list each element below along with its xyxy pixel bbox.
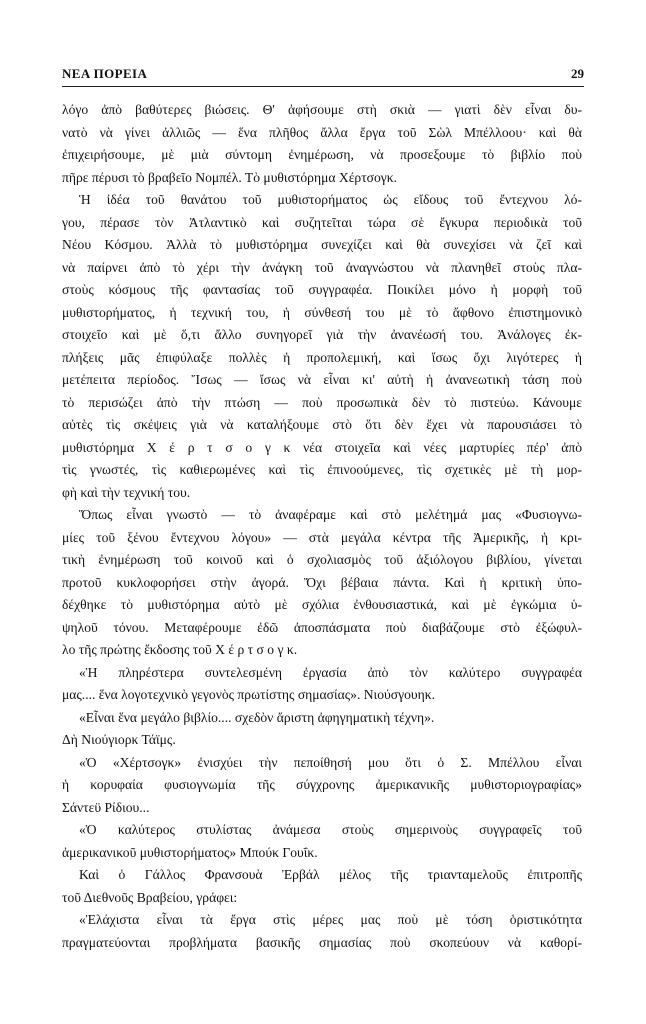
text-line: λόγο ἀπὸ βαθύτερες βιώσεις. Θ' ἀφήσουμε στὴ σκιὰ — γιατὶ δὲν εἶναι δυ-	[62, 102, 582, 117]
text-line: μυθιστόρημα Χ έ ρ τ σ ο γ κ νέα στοιχεῖα καὶ νέες μαρτυρίες πέρ' ἀπὸ	[62, 439, 582, 455]
page-header	[62, 62, 584, 84]
text-line: Νέου Κόσμου. Ἀλλὰ τὸ μυθιστόρημα συνεχίζει καὶ θὰ συνεχίσει νὰ ζεῖ καὶ	[62, 237, 582, 252]
text-line: λο τῆς πρώτης ἔκδοσης τοῦ Χ έ ρ τ σ ο γ κ.	[62, 642, 298, 657]
text-line: πραγματεύονται προβλήματα βασικῆς σημασίας ποὺ σκοπεύουν νὰ καθορί-	[62, 934, 582, 950]
text-line: πλήξεις μᾶς ἐπιφύλαξε πολλὲς ἡ προπολεμική, καὶ ἴσως ὄχι λιγότερες ἡ	[62, 349, 582, 365]
text-line: στοὺς κόσμους τῆς φαντασίας τοῦ συγγραφέα. Ποικίλει μόνο ἡ μορφὴ τοῦ	[62, 282, 582, 297]
text-line: Καὶ ὁ Γάλλος Φρανσουὰ Ἐρβάλ μέλος τῆς τριανταμελοῦς ἐπιτροπῆς	[79, 867, 582, 882]
text-line: αὐτὲς τὶς σκέψεις γιὰ νὰ καταλήξουμε στὸ ὅτι δὲν ἔχει νὰ παρουσιάσει τὸ	[62, 417, 582, 432]
text-line: Ἡ ἰδέα τοῦ θανάτου τοῦ μυθιστορήματος ὡς εἴδους τοῦ ἔντεχνου λό-	[79, 192, 582, 207]
text-line: πῆρε πέρυσι τὸ βραβεῖο Νομπέλ. Τὸ μυθιστόρημα Χέρτσογκ.	[62, 169, 398, 185]
text-line: μυθιστορήματος, ἡ τεχνική του, ἡ σύνθεσή του μὲ τὸ ἄφθονο ἐπιστημονικὸ	[62, 304, 582, 320]
text-line: «Ἐλάχιστα εἶναι τὰ ἔργα στὶς μέρες μας ποὺ μὲ τόση ὁριστικότητα	[79, 912, 582, 927]
running-title: ΝΕΑ ΠΟΡΕΙΑ	[62, 66, 148, 81]
text-line: μίες τοῦ ξένου ἔντεχνου λόγου» — στὰ μεγάλα κέντρα τῆς Ἀμερικῆς, ἡ κρι-	[62, 529, 582, 545]
text-line: «Ἡ πληρέστερα συντελεσμένη ἐργασία ἀπὸ τὸν καλύτερο συγγραφέα	[79, 664, 582, 680]
text-line: δέχθηκε τὸ μυθιστόρημα αὐτὸ μὲ σχόλια ἐνθουσιαστικά, καὶ μὲ ἐγκώμια ὑ-	[62, 597, 582, 612]
text-line: Δὴ Νιούγιορκ Τάϊμς.	[62, 732, 176, 747]
text-line: «Ὁ «Χέρτσογκ» ἐνισχύει τὴν πεποίθησή μου ὅτι ὁ Σ. Μπέλλου εἶναι	[79, 754, 582, 770]
text-line: Σάντεϋ Ρίδιου...	[62, 799, 150, 815]
page-number: 29	[571, 66, 584, 81]
text-line: φὴ καὶ τὴν τεχνική του.	[62, 484, 191, 500]
text-line: γου, πέρασε τὸν Ἀτλαντικὸ καὶ συζητεῖται τώρα σὲ ἔγκυρα περιοδικὰ τοῦ	[62, 214, 582, 230]
text-line: τικὴ ἐνημέρωση τοῦ κοινοῦ καὶ ὁ σχολιασμὸς τοῦ ἀξιόλογου βιβλίου, γίνεται	[62, 552, 582, 567]
text-line: νὰ παίρνει ἀπὸ τὸ χέρι τὴν ἀνάγκη τοῦ ἀναγνώστου νὰ πλανηθεῖ στοὺς πλα-	[62, 259, 582, 275]
text-line: τὶς γνωστές, τὶς καθιερωμένες καὶ τὶς ἐπινοούμενες, τὶς σχετικὲς μὲ τὴ μορ-	[62, 462, 582, 477]
text-line: μετέπειτα περίοδος. Ἴσως — ἴσως νὰ εἶναι κι' αὐτὴ ἡ ἀνανεωτικὴ τάση ποὺ	[62, 372, 582, 387]
text-line: στοιχεῖο καὶ μὲ ὅ,τι ἄλλο συνηγορεῖ γιὰ τὴν ἀνανέωσή του. Ἀνάλογες ἐκ-	[62, 327, 582, 342]
text-line: ἐπιχειρήσουμε, μὲ μιὰ σύντομη ἐνημέρωση, νὰ προσεξουμε τὸ βιβλίο ποὺ	[62, 147, 582, 162]
text-line: ἀμερικανικοῦ μυθιστορήματος» Μπούκ Γουΐκ.	[62, 844, 318, 860]
text-line: μας.... ἕνα λογοτεχνικὸ γεγονὸς πρωτίστης σημασίας». Νιούσγουηκ.	[62, 687, 435, 702]
text-line: προτοῦ κυκλοφορήσει στὴν ἀγορά. Ὄχι βέβαια πάντα. Καὶ ἡ κριτικὴ ὑπο-	[62, 574, 582, 590]
text-line: «Ὁ καλύτερος στυλίστας ἀνάμεσα στοὺς σημερινοὺς συγγραφεῖς τοῦ	[79, 822, 582, 837]
body-text	[62, 99, 582, 954]
text-line: ἡ κορυφαία φυσιογνωμία τῆς σύγχρονης ἀμερικανικῆς μυθιστοριογραφίας»	[62, 777, 582, 792]
text-line: νατὸ νὰ γίνει ἀλλιῶς — ἕνα πλῆθος ἄλλα ἔργα τοῦ Σὼλ Μπέλλοου· καὶ θὰ	[62, 124, 582, 140]
text-line: τὸ περισώζει ἀπὸ τὴν πτώση — ποὺ προσωπικὰ δὲν τὸ πιστεύω. Κάνουμε	[62, 394, 582, 410]
text-line: τοῦ Διεθνοῦς Βραβείου, γράφει:	[62, 889, 238, 905]
text-line: Ὅπως εἶναι γνωστὸ — τὸ ἀναφέραμε καὶ στὸ μελέτημά μας «Φυσιογνω-	[79, 507, 582, 522]
text-line: «Εἶναι ἕνα μεγάλο βιβλίο.... σχεδὸν ἄριστη ἀφηγηματικὴ τέχνη».	[79, 709, 435, 725]
header-divider	[62, 86, 584, 87]
text-line: ψηλοῦ τόνου. Μεταφέρουμε ἐδῶ ἀποσπάσματα ποὺ διαβάζουμε στὸ ἐξώφυλ-	[62, 619, 582, 635]
